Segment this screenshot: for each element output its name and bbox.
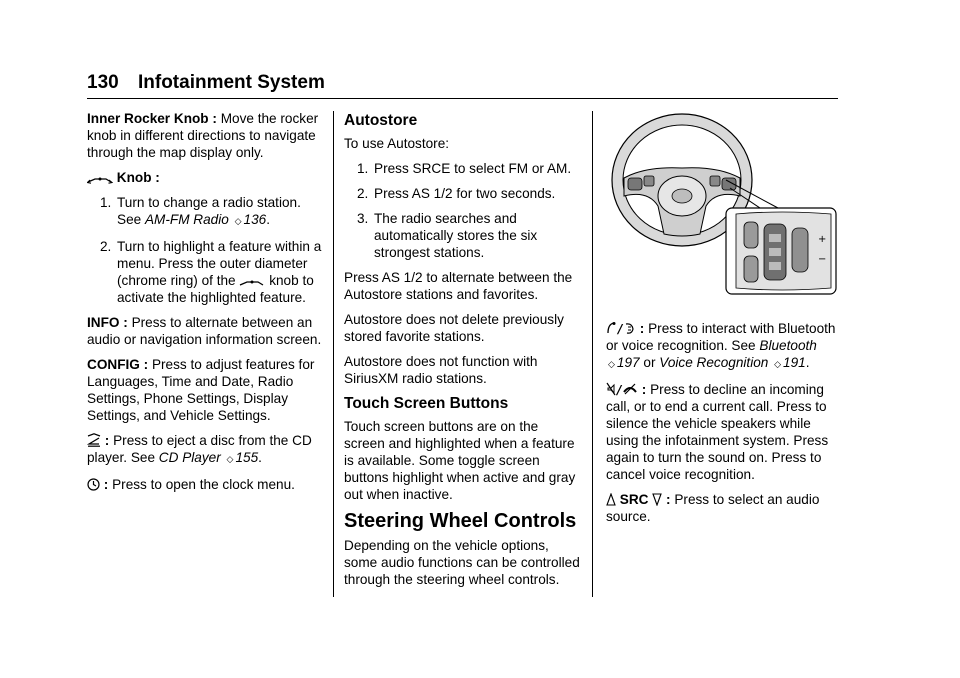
eject-icon [87, 433, 101, 447]
down-arrow-icon [652, 493, 662, 506]
touch-screen-heading: Touch Screen Buttons [344, 395, 509, 412]
steering-wheel-illustration [606, 110, 838, 300]
am-fm-radio-ref[interactable]: AM-FM Radio [144, 212, 229, 227]
page-ref-icon: ◇ [234, 216, 242, 226]
list-item: 3. The radio searches and automatically stores the six strongest stations. [357, 211, 538, 260]
info-paragraph: INFO : Press to alternate between an audio or navigation information screen. [87, 315, 322, 347]
svg-text:/: / [617, 383, 622, 396]
tune-knob-icon [87, 174, 113, 184]
clock-icon [87, 478, 100, 491]
voice-phone-icon [606, 321, 636, 335]
up-arrow-icon [606, 493, 616, 506]
config-label: CONFIG : [87, 357, 149, 372]
autostore-p1: Press AS 1/2 to alternate between the Autostore stations and favorites. [344, 270, 573, 302]
svg-text:+: + [818, 234, 827, 245]
column-divider [333, 111, 334, 597]
tune-knob-icon [239, 277, 265, 287]
clock-paragraph: : Press to open the clock menu. [87, 476, 322, 493]
page-ref-icon: ◇ [226, 454, 234, 464]
column-3 [606, 110, 838, 533]
steering-wheel-text: Depending on the vehicle options, some audio functions can be controlled through the steering wheel controls. [344, 538, 580, 587]
knob-label: Knob : [116, 170, 160, 185]
svg-text:/: / [618, 322, 623, 335]
knob-steps [87, 194, 322, 306]
autostore-p2: Autostore does not delete previously stored favorite stations. [344, 312, 564, 344]
cd-player-ref[interactable]: CD Player [158, 450, 221, 465]
page-header [87, 72, 325, 94]
config-paragraph: CONFIG : Press to adjust features for Languages, Time and Date, Radio Settings, Phone Settings, Display Settings, and Vehicle Settings. [87, 357, 315, 423]
src-paragraph: SRC : Press to select an audio source. [606, 492, 820, 524]
bluetooth-ref[interactable]: Bluetooth [759, 338, 817, 353]
steering-wheel-heading: Steering Wheel Controls [344, 510, 577, 532]
touch-screen-text: Touch screen buttons are on the screen and highlighted when a feature is available. Some toggle screen buttons highlight when active and gray out when inactive. [344, 419, 576, 502]
mute-paragraph: / : Press to decline an incoming call, or to end a current call. Press to silence the vehicle speakers while using the infotainment system. Press again to turn the sound on. Press to cancel voice recognition. [606, 382, 829, 482]
knob-heading [87, 169, 322, 186]
src-label: SRC [619, 492, 649, 507]
column-divider [592, 111, 593, 597]
inner-rocker-label: Inner Rocker Knob : [87, 111, 217, 126]
list-item: 2. Press AS 1/2 for two seconds. [357, 186, 556, 201]
header-rule [87, 98, 838, 99]
info-label: INFO : [87, 315, 128, 330]
column-2 [344, 110, 580, 596]
autostore-heading: Autostore [344, 112, 418, 129]
list-item: 1. Turn to change a radio station. See AM-FM Radio ◇ 136. [100, 195, 301, 227]
page-ref-icon: ◇ [608, 359, 615, 369]
page-ref-icon: ◇ [774, 359, 782, 369]
autostore-p3: Autostore does not function with SiriusXM radio stations. [344, 354, 538, 386]
inner-rocker-text: Move the rocker knob in different directions to navigate through the map display only. [87, 111, 319, 160]
column-1 [87, 110, 322, 501]
voice-paragraph: / : Press to interact with Bluetooth or voice recognition. See Bluetooth ◇ 197 or Voice Recognition ◇ 191. [606, 321, 836, 370]
page-title: Infotainment System [137, 72, 325, 93]
svg-text:−: − [818, 254, 827, 265]
list-item: 1. Press SRCE to select FM or AM. [357, 161, 572, 176]
eject-paragraph: : Press to eject a disc from the CD player. See CD Player ◇ 155. [87, 433, 312, 465]
list-item: 2. Turn to highlight a feature within a menu. Press the outer diameter (chrome ring) of the knob to activate the highlighted feature. [100, 239, 322, 305]
autostore-intro: To use Autostore: [344, 136, 450, 151]
inner-rocker-paragraph [87, 110, 322, 161]
mute-end-call-icon [606, 382, 638, 396]
voice-recognition-ref[interactable]: Voice Recognition [659, 355, 769, 370]
page-number: 130 [87, 72, 119, 93]
autostore-steps [344, 160, 580, 261]
